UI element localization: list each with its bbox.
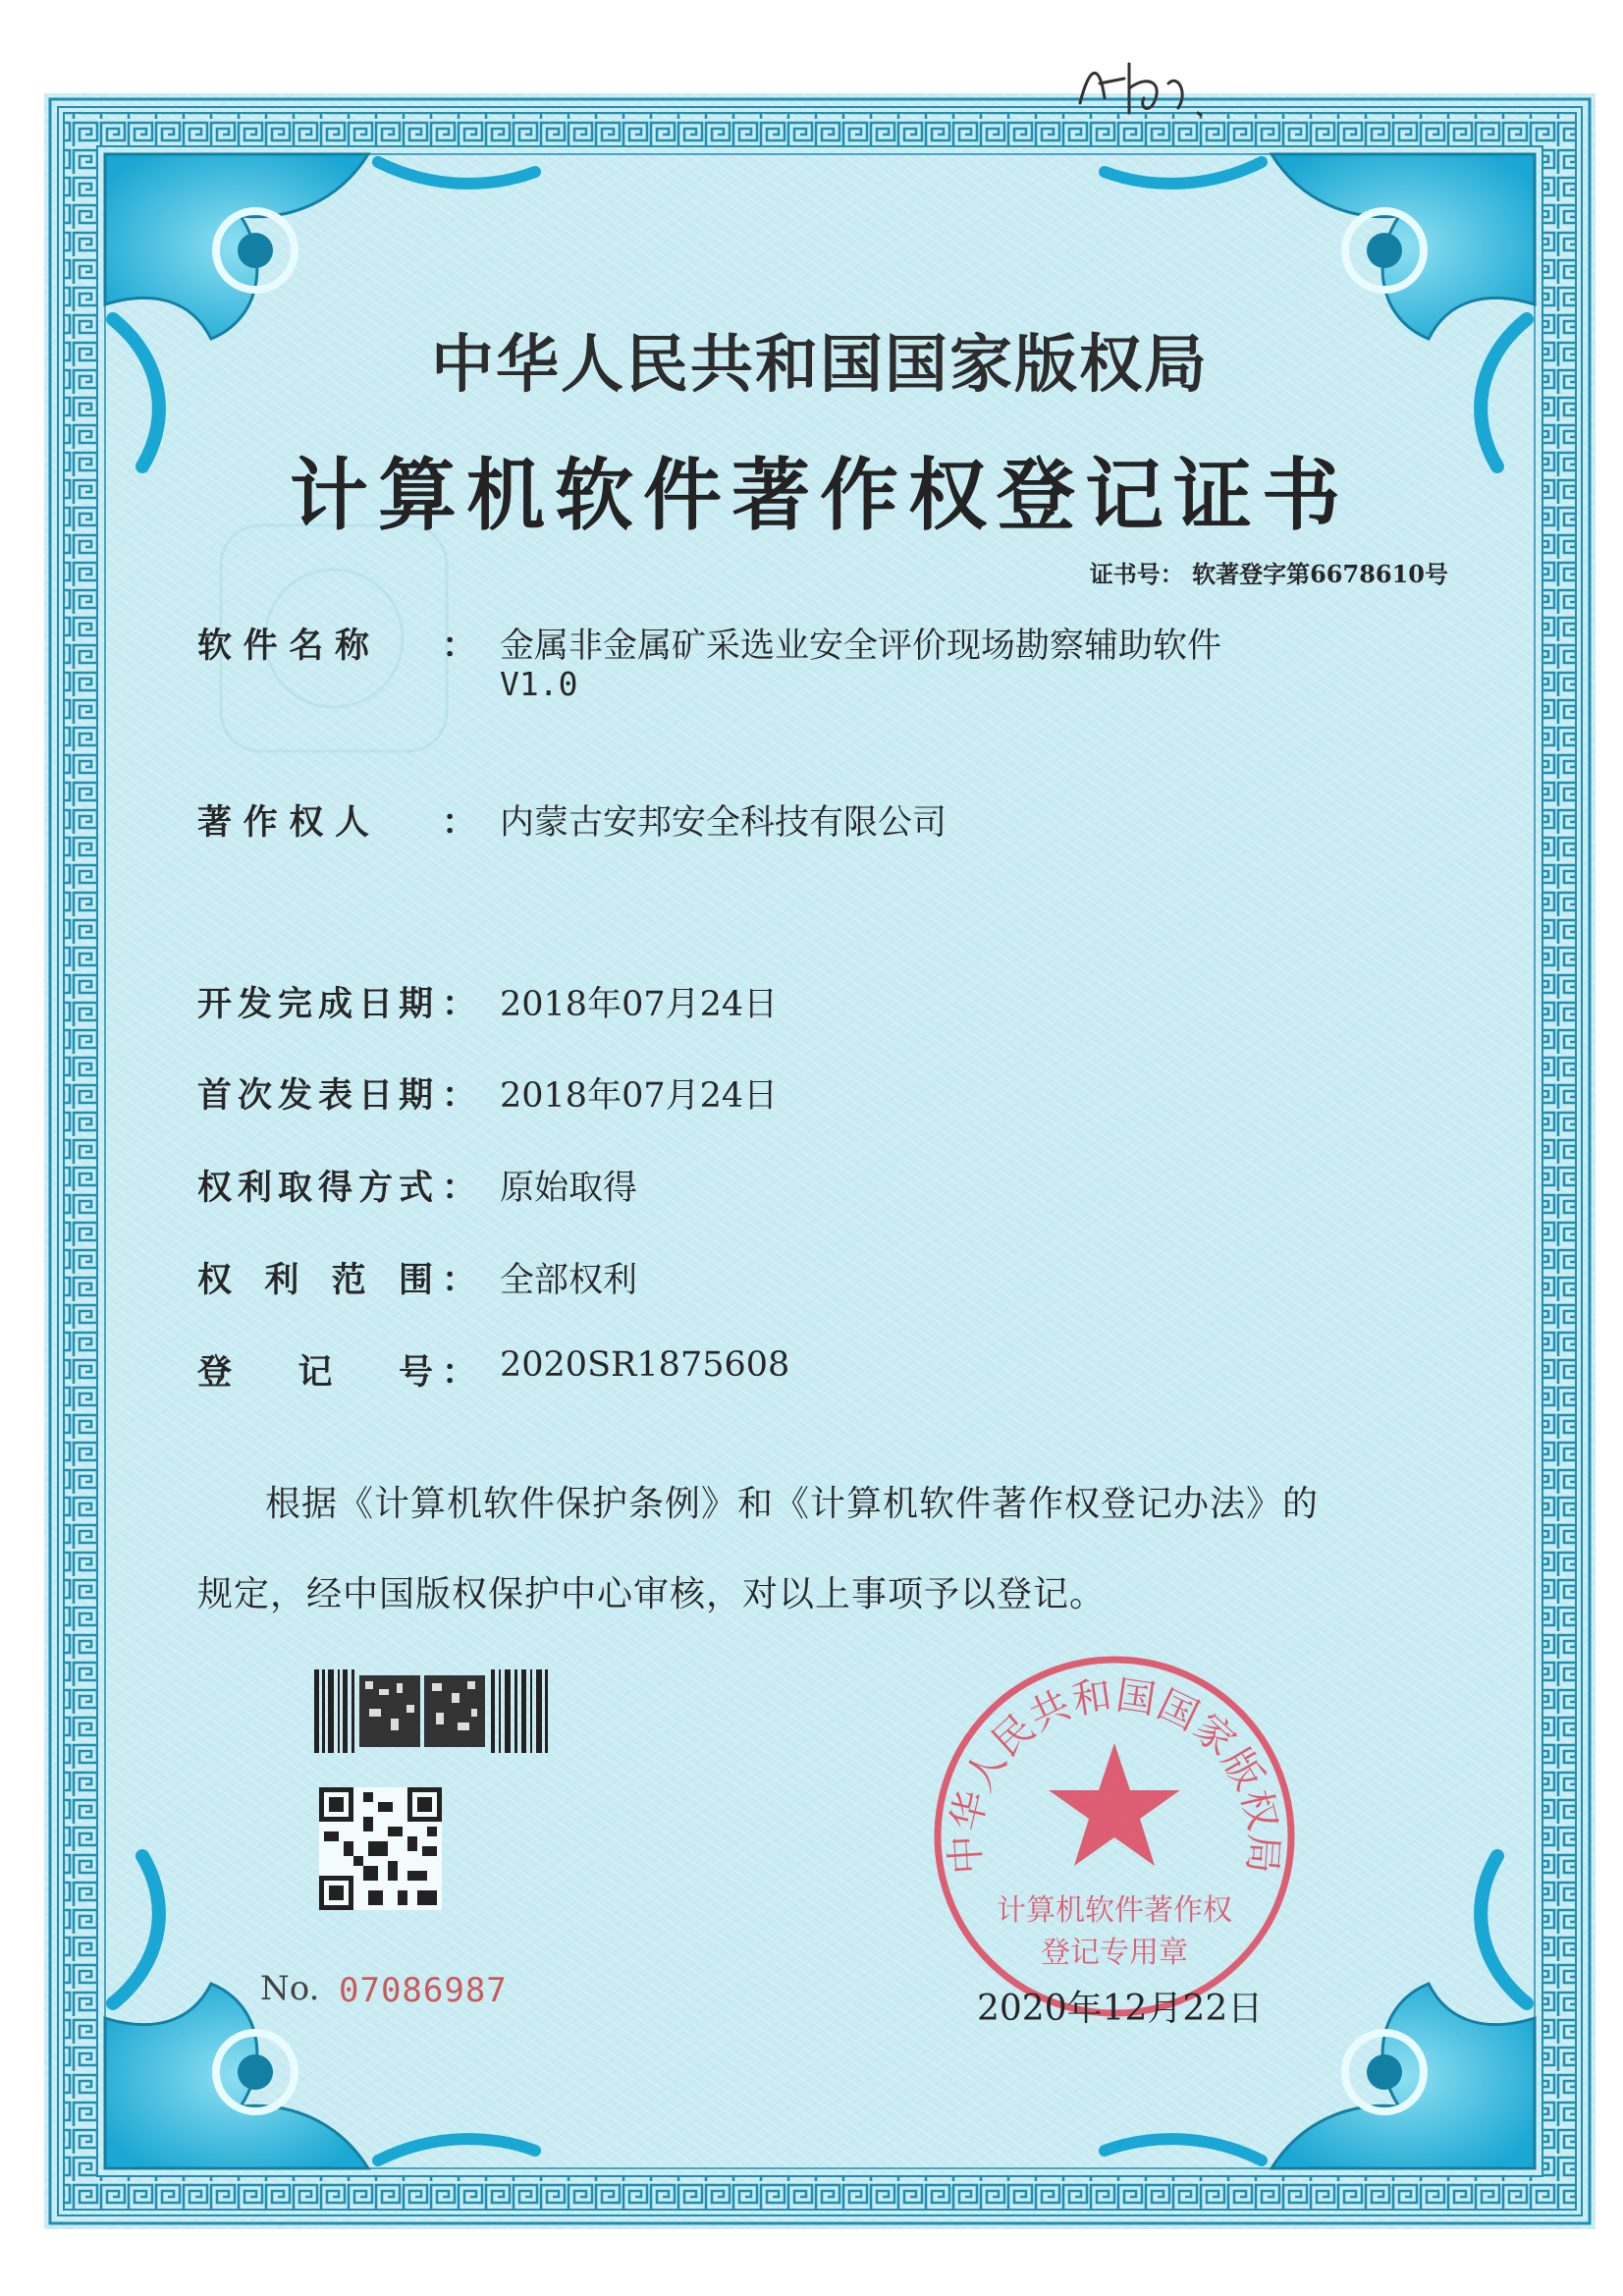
field-separator: ： <box>442 984 477 1024</box>
star-icon <box>1049 1743 1180 1866</box>
field-value-acquisition-method: 原始取得 <box>500 1169 638 1208</box>
seal-inner-line-2: 登记专用章 <box>1041 1936 1188 1970</box>
field-label-software-name: 软件名称 <box>197 626 369 666</box>
serial-number: 07086987 <box>339 1971 508 2010</box>
field-value-registration-number: 2020SR1875608 <box>500 1345 790 1385</box>
field-separator: ： <box>442 1260 477 1300</box>
barcode-icon <box>314 1669 550 1753</box>
field-label-copyright-owner: 著作权人 <box>197 802 369 843</box>
field-label-publication-date: 首次发表日期 <box>197 1075 433 1116</box>
field-value-completion-date: 2018年07月24日 <box>500 985 779 1024</box>
seal-inner-line-1: 计算机软件著作权 <box>997 1893 1232 1928</box>
certificate-title: 计算机软件著作权登记证书 <box>290 450 1350 541</box>
handwritten-annotation <box>1070 44 1217 133</box>
field-separator: ： <box>442 1075 477 1116</box>
field-separator: ： <box>442 1168 477 1208</box>
field-value-publication-date: 2018年07月24日 <box>500 1076 779 1116</box>
field-label-registration-number: 登记号 <box>197 1352 433 1393</box>
field-separator: ： <box>442 1352 477 1393</box>
field-label-acquisition-method: 权利取得方式 <box>197 1168 433 1208</box>
certificate-number: 证书号： 软著登字第6678610号 <box>1089 560 1448 588</box>
serial-label: No. <box>260 1969 320 2008</box>
field-label-completion-date: 开发完成日期 <box>197 984 433 1024</box>
issue-date: 2020年12月22日 <box>977 1989 1264 2029</box>
field-separator: ： <box>442 626 477 666</box>
field-separator: ： <box>442 802 477 843</box>
field-value-rights-scope: 全部权利 <box>500 1261 638 1300</box>
qr-code-icon <box>319 1787 442 1910</box>
official-seal <box>928 1650 1301 2023</box>
field-label-rights-scope: 权利范围 <box>197 1260 433 1300</box>
corner-ornament-icon <box>105 154 535 466</box>
statement-line-1: 根据《计算机软件保护条例》和《计算机软件著作权登记办法》的 <box>265 1484 1320 1524</box>
field-value-software-name: 金属非金属矿采选业安全评价现场勘察辅助软件 <box>500 627 1222 666</box>
field-value-software-version: V1.0 <box>500 665 578 703</box>
seal-outer-text: 中华人民共和国国家版权局 <box>943 1672 1286 1877</box>
field-value-copyright-owner: 内蒙古安邦安全科技有限公司 <box>500 803 947 843</box>
certificate <box>44 93 1596 2229</box>
issuer-title: 中华人民共和国国家版权局 <box>431 329 1209 402</box>
statement-line-2: 规定，经中国版权保护中心审核，对以上事项予以登记。 <box>197 1574 1107 1614</box>
